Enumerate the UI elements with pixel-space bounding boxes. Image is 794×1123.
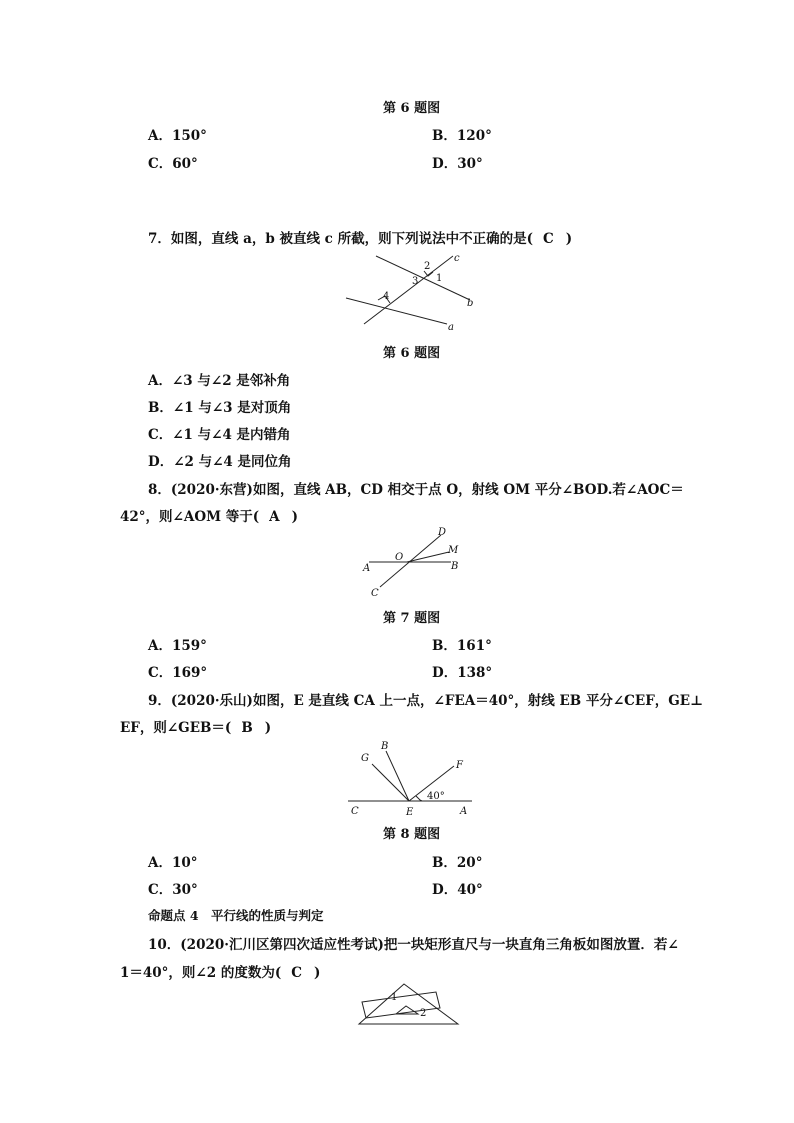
ray-om [407, 552, 449, 562]
label-c: c [454, 253, 460, 264]
question-7-text [148, 227, 572, 247]
q9-option-b: B．20° [432, 855, 483, 871]
label-b: b [467, 298, 474, 309]
figure-caption-q8: 第 7 题图 [383, 611, 441, 626]
label-1: 1 [436, 273, 443, 284]
label-f: F [456, 760, 463, 771]
question-9-close: ) [264, 720, 272, 736]
label-o: O [395, 552, 404, 563]
section-heading: 命题点 4 平行线的性质与判定 [148, 908, 324, 923]
question-10-stem: 1＝40°，则∠2 的度数为( [120, 965, 282, 981]
line-a [346, 298, 447, 324]
q6-option-d: D．30° [432, 156, 483, 172]
q8-option-c: C．169° [148, 665, 208, 681]
label-a: A [460, 806, 468, 817]
label-a: a [448, 322, 454, 333]
figure-caption-q6: 第 6 题图 [383, 101, 441, 116]
figure-q9-angles [342, 738, 476, 818]
figure-q8-angles [355, 525, 465, 601]
question-8-answer: A [269, 509, 280, 525]
label-b: B [451, 561, 459, 572]
label-4: 4 [383, 291, 390, 302]
question-8-line1: 8．(2020·东营)如图，直线 AB，CD 相交于点 O，射线 OM 平分∠BOD.若∠AOC＝ [148, 482, 684, 498]
question-8-stem: 42°，则∠AOM 等于( [120, 509, 260, 525]
q8-option-a: A．159° [148, 638, 207, 654]
label-b: B [381, 741, 389, 752]
figure-caption-q7: 第 6 题图 [383, 346, 441, 361]
label-c: C [371, 588, 379, 599]
angle-40-arc [416, 796, 422, 801]
q9-option-c: C．30° [148, 882, 198, 898]
label-c: C [351, 806, 359, 817]
question-9-answer: B [241, 720, 253, 736]
question-10-close: ) [313, 965, 321, 981]
question-8-line2 [120, 505, 298, 525]
label-a: A [363, 563, 371, 574]
question-8-close: ) [291, 509, 298, 525]
ray-eg [372, 764, 409, 801]
question-7-stem: 7．如图，直线 a，b 被直线 c 所截，则下列说法中不正确的是( [148, 231, 533, 247]
figure-q10-ruler-triangle [352, 980, 464, 1030]
label-3: 3 [412, 276, 419, 287]
label-1: 1 [391, 992, 398, 1003]
right-triangle-outer [359, 984, 458, 1024]
q6-option-c: C．60° [148, 156, 198, 172]
q8-option-d: D．138° [432, 665, 493, 681]
question-7-answer: C [543, 231, 554, 247]
question-10-line1: 10．(2020·汇川区第四次适应性考试)把一块矩形直尺与一块直角三角板如图放置．若∠ [148, 937, 679, 953]
q9-option-d: D．40° [432, 882, 483, 898]
q7-option-d: D．∠2 与∠4 是同位角 [148, 454, 292, 470]
question-9-line2 [120, 716, 271, 736]
label-2: 2 [424, 261, 431, 272]
figure-q7-lines [340, 252, 474, 336]
label-2: 2 [420, 1008, 427, 1019]
ray-eb [386, 751, 409, 801]
q7-option-b: B．∠1 与∠3 是对顶角 [148, 400, 292, 416]
question-10-line2 [120, 961, 320, 981]
q7-option-a: A．∠3 与∠2 是邻补角 [148, 373, 291, 389]
label-m: M [448, 545, 459, 556]
label-d: D [438, 527, 447, 538]
label-g: G [361, 753, 369, 764]
question-9-stem: EF，则∠GEB＝( [120, 720, 232, 736]
q9-option-a: A．10° [148, 855, 198, 871]
question-7-close: ) [565, 231, 573, 247]
q6-option-b: B．120° [432, 128, 492, 144]
q6-option-a: A．150° [148, 128, 207, 144]
figure-caption-q9: 第 8 题图 [383, 827, 441, 842]
label-40-degrees: 40° [427, 791, 445, 802]
label-e: E [406, 807, 414, 818]
q8-option-b: B．161° [432, 638, 492, 654]
question-9-line1: 9．(2020·乐山)如图，E 是直线 CA 上一点，∠FEA＝40°，射线 EB 平分∠CEF，GE⊥ [148, 693, 704, 709]
q7-option-c: C．∠1 与∠4 是内错角 [148, 427, 291, 443]
question-10-answer: C [291, 965, 302, 981]
